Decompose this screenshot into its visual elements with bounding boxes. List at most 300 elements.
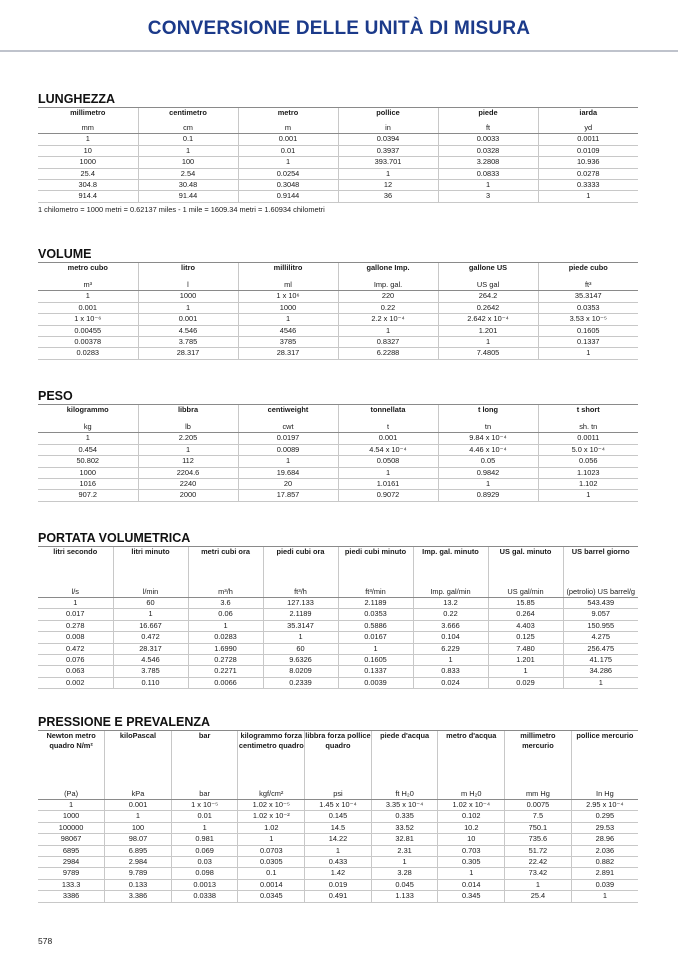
table-cell: 12 <box>338 180 438 191</box>
column-header: US barrel giorno <box>563 547 638 579</box>
table-cell: 0.0345 <box>238 891 305 902</box>
table-cell: 2240 <box>138 479 238 490</box>
table-cell: 0.22 <box>338 302 438 313</box>
column-header: piedi cubi ora <box>263 547 338 579</box>
table-cell: 1.133 <box>371 891 438 902</box>
table-cell: 1000 <box>138 291 238 302</box>
table-cell: 10.2 <box>438 822 505 833</box>
table-cell: 5.0 x 10⁻⁴ <box>538 444 638 455</box>
table-cell: 1 <box>371 857 438 868</box>
table-cell: 1.02 <box>238 822 305 833</box>
table-cell: 4.275 <box>563 632 638 643</box>
table-cell: 3.2808 <box>438 157 538 168</box>
table-cell: 100 <box>138 157 238 168</box>
table-cell: 0.3048 <box>238 180 338 191</box>
table-cell: 0.1337 <box>538 337 638 348</box>
table-cell: 0.069 <box>171 845 238 856</box>
table-cell: 0.0013 <box>171 879 238 890</box>
table-cell: 1000 <box>38 157 138 168</box>
table-row <box>38 822 638 833</box>
conversion-note: 1 chilometro = 1000 metri = 0.62137 miles - 1 mile = 1609.34 metri = 1.60934 chilometri <box>38 204 325 214</box>
table-cell: 1 <box>171 822 238 833</box>
table-cell: 256.475 <box>563 643 638 654</box>
table-cell: 7.480 <box>488 643 563 654</box>
column-unit: sh. tn <box>538 422 638 433</box>
table-cell: 9789 <box>38 868 105 879</box>
column-unit: US gal/min <box>488 578 563 598</box>
column-unit: kgf/cm² <box>238 773 305 800</box>
table-row <box>38 456 638 467</box>
table-cell: 1 <box>113 609 188 620</box>
table-cell: 1 <box>105 811 172 822</box>
table-row <box>38 598 638 609</box>
column-header: tonnellata <box>338 405 438 423</box>
table-cell: 0.014 <box>438 879 505 890</box>
table-cell: 1 <box>238 157 338 168</box>
table-cell: 1 x 10⁻⁶ <box>38 314 138 325</box>
column-unit: mm <box>38 123 138 134</box>
table-cell: 1 <box>38 598 113 609</box>
table-row <box>38 834 638 845</box>
table-row <box>38 180 638 191</box>
column-header: US gal. minuto <box>488 547 563 579</box>
table-cell: 0.0066 <box>188 677 263 688</box>
section-title: PRESSIONE E PREVALENZA <box>38 715 211 729</box>
table-cell: 1 <box>538 191 638 202</box>
conversion-table <box>38 730 638 903</box>
table-cell: 150.955 <box>563 620 638 631</box>
column-unit: mm Hg <box>505 773 572 800</box>
table-cell: 1 <box>505 879 572 890</box>
section-portata-volumetrica <box>38 531 638 689</box>
table-cell: 19.684 <box>238 467 338 478</box>
table-cell: 2.31 <box>371 845 438 856</box>
table-cell: 0.0508 <box>338 456 438 467</box>
column-header: centiweight <box>238 405 338 423</box>
table-cell: 3.35 x 10⁻⁴ <box>371 800 438 811</box>
table-cell: 0.05 <box>438 456 538 467</box>
column-header: kilogrammo forza centimetro quadro <box>238 731 305 774</box>
table-cell: 1016 <box>38 479 138 490</box>
table-cell: 0.0167 <box>338 632 413 643</box>
column-unit: Imp. gal/min <box>413 578 488 598</box>
column-header: pollice <box>338 108 438 124</box>
table-cell: 0.001 <box>105 800 172 811</box>
table-cell: 10 <box>38 145 138 156</box>
table-cell: 25.4 <box>505 891 572 902</box>
table-cell: 4.546 <box>138 325 238 336</box>
table-cell: 20 <box>238 479 338 490</box>
column-unit: psi <box>305 773 372 800</box>
table-cell: 0.0011 <box>538 134 638 145</box>
table-cell: 0.0075 <box>505 800 572 811</box>
table-cell: 1.1023 <box>538 467 638 478</box>
table-cell: 1 <box>188 620 263 631</box>
table-cell: 0.03 <box>171 857 238 868</box>
table-cell: 0.0011 <box>538 433 638 444</box>
table-cell: 60 <box>263 643 338 654</box>
column-header: metro d'acqua <box>438 731 505 774</box>
column-unit: yd <box>538 123 638 134</box>
table-row <box>38 325 638 336</box>
table-cell: 2.036 <box>571 845 638 856</box>
table-row <box>38 444 638 455</box>
table-row <box>38 868 638 879</box>
table-cell: 0.295 <box>571 811 638 822</box>
column-header: metro cubo <box>38 263 138 281</box>
table-cell: 264.2 <box>438 291 538 302</box>
table-cell: 0.433 <box>305 857 372 868</box>
table-cell: 1 <box>563 677 638 688</box>
table-cell: 0.0353 <box>338 609 413 620</box>
table-cell: 3 <box>438 191 538 202</box>
table-cell: 0.098 <box>171 868 238 879</box>
table-cell: 0.0703 <box>238 845 305 856</box>
table-cell: 0.0197 <box>238 433 338 444</box>
column-header: libbra <box>138 405 238 423</box>
section-title: PORTATA VOLUMETRICA <box>38 531 191 545</box>
table-cell: 4.46 x 10⁻⁴ <box>438 444 538 455</box>
column-unit: ft H₂0 <box>371 773 438 800</box>
table-cell: 6.229 <box>413 643 488 654</box>
table-cell: 0.2728 <box>188 655 263 666</box>
table-cell: 1 <box>413 655 488 666</box>
table-cell: 9.6326 <box>263 655 338 666</box>
table-cell: 0.00378 <box>38 337 138 348</box>
column-unit: m <box>238 123 338 134</box>
table-row <box>38 337 638 348</box>
table-cell: 1000 <box>38 811 105 822</box>
table-cell: 8.0209 <box>263 666 338 677</box>
table-cell: 0.278 <box>38 620 113 631</box>
table-cell: 2.205 <box>138 433 238 444</box>
conversion-table <box>38 404 638 502</box>
table-cell: 0.335 <box>371 811 438 822</box>
column-unit: (Pa) <box>38 773 105 800</box>
table-cell: 9.789 <box>105 868 172 879</box>
table-cell: 1 <box>38 134 138 145</box>
table-cell: 4.546 <box>113 655 188 666</box>
table-cell: 29.53 <box>571 822 638 833</box>
table-cell: 0.9072 <box>338 490 438 501</box>
table-cell: 0.0328 <box>438 145 538 156</box>
column-header: gallone US <box>438 263 538 281</box>
table-cell: 6.2288 <box>338 348 438 359</box>
table-cell: 1 <box>238 456 338 467</box>
table-cell: 6.895 <box>105 845 172 856</box>
table-cell: 1.02 x 10⁻⁵ <box>238 800 305 811</box>
table-cell: 14.22 <box>305 834 372 845</box>
table-cell: 34.286 <box>563 666 638 677</box>
table-cell: 1000 <box>238 302 338 313</box>
table-row <box>38 620 638 631</box>
conversion-table <box>38 107 638 203</box>
column-header: piede cubo <box>538 263 638 281</box>
table-cell: 0.0033 <box>438 134 538 145</box>
table-cell: 1 <box>538 490 638 501</box>
column-unit: US gal <box>438 280 538 291</box>
table-cell: 1 <box>38 800 105 811</box>
table-cell: 1 <box>538 348 638 359</box>
column-unit: Imp. gal. <box>338 280 438 291</box>
column-header: t short <box>538 405 638 423</box>
table-cell: 0.9842 <box>438 467 538 478</box>
table-cell: 1.201 <box>438 325 538 336</box>
column-header: metro <box>238 108 338 124</box>
table-cell: 0.1605 <box>538 325 638 336</box>
table-cell: 0.039 <box>571 879 638 890</box>
table-cell: 0.0109 <box>538 145 638 156</box>
table-cell: 1.02 x 10⁻² <box>238 811 305 822</box>
table-cell: 1 <box>138 145 238 156</box>
column-unit: m³ <box>38 280 138 291</box>
table-cell: 2984 <box>38 857 105 868</box>
table-cell: 98.07 <box>105 834 172 845</box>
table-cell: 3.386 <box>105 891 172 902</box>
column-unit: cwt <box>238 422 338 433</box>
section-lunghezza <box>38 92 638 214</box>
table-cell: 1 <box>238 834 305 845</box>
table-cell: 4.403 <box>488 620 563 631</box>
table-cell: 1 <box>38 433 138 444</box>
table-cell: 1 <box>305 845 372 856</box>
table-cell: 2000 <box>138 490 238 501</box>
column-unit: kg <box>38 422 138 433</box>
table-cell: 0.0833 <box>438 168 538 179</box>
table-cell: 1 <box>438 337 538 348</box>
column-header: kiloPascal <box>105 731 172 774</box>
table-cell: 1.42 <box>305 868 372 879</box>
table-cell: 0.0353 <box>538 302 638 313</box>
table-cell: 10.936 <box>538 157 638 168</box>
conversion-table <box>38 262 638 360</box>
column-unit: m³/h <box>188 578 263 598</box>
column-header: iarda <box>538 108 638 124</box>
column-header: millimetro <box>38 108 138 124</box>
table-cell: 0.264 <box>488 609 563 620</box>
table-cell: 0.01 <box>238 145 338 156</box>
table-cell: 0.8327 <box>338 337 438 348</box>
table-cell: 0.1337 <box>338 666 413 677</box>
table-cell: 100 <box>105 822 172 833</box>
table-cell: 1 x 10⁻⁵ <box>171 800 238 811</box>
table-cell: 28.317 <box>238 348 338 359</box>
table-cell: 1 <box>338 467 438 478</box>
table-cell: 2204.6 <box>138 467 238 478</box>
column-unit: bar <box>171 773 238 800</box>
table-cell: 0.045 <box>371 879 438 890</box>
section-title: PESO <box>38 389 73 403</box>
column-unit: (petrolio) US barrel/g <box>563 578 638 598</box>
table-row <box>38 348 638 359</box>
table-cell: 6895 <box>38 845 105 856</box>
table-cell: 0.017 <box>38 609 113 620</box>
column-header: Imp. gal. minuto <box>413 547 488 579</box>
table-cell: 2.1189 <box>338 598 413 609</box>
table-cell: 0.019 <box>305 879 372 890</box>
column-header: piede <box>438 108 538 124</box>
table-cell: 0.5886 <box>338 620 413 631</box>
table-cell: 0.981 <box>171 834 238 845</box>
table-cell: 0.056 <box>538 456 638 467</box>
table-cell: 1 x 10⁶ <box>238 291 338 302</box>
column-header: kilogrammo <box>38 405 138 423</box>
table-cell: 1.45 x 10⁻⁴ <box>305 800 372 811</box>
table-cell: 41.175 <box>563 655 638 666</box>
table-cell: 0.491 <box>305 891 372 902</box>
table-cell: 0.008 <box>38 632 113 643</box>
section-title: VOLUME <box>38 247 92 261</box>
column-unit: m H₂0 <box>438 773 505 800</box>
table-cell: 0.06 <box>188 609 263 620</box>
table-cell: 393.701 <box>338 157 438 168</box>
table-cell: 0.063 <box>38 666 113 677</box>
table-cell: 25.4 <box>38 168 138 179</box>
table-cell: 22.42 <box>505 857 572 868</box>
table-row <box>38 879 638 890</box>
table-cell: 0.0089 <box>238 444 338 455</box>
table-row <box>38 655 638 666</box>
table-cell: 1 <box>263 632 338 643</box>
table-cell: 0.145 <box>305 811 372 822</box>
table-cell: 0.001 <box>138 314 238 325</box>
column-header: metri cubi ora <box>188 547 263 579</box>
table-cell: 0.454 <box>38 444 138 455</box>
table-cell: 0.472 <box>113 632 188 643</box>
table-cell: 35.3147 <box>538 291 638 302</box>
column-header: millimetro mercurio <box>505 731 572 774</box>
table-cell: 0.1 <box>138 134 238 145</box>
table-row <box>38 811 638 822</box>
table-row <box>38 467 638 478</box>
table-cell: 1 <box>38 291 138 302</box>
table-cell: 50.802 <box>38 456 138 467</box>
table-cell: 112 <box>138 456 238 467</box>
table-cell: 2.95 x 10⁻⁴ <box>571 800 638 811</box>
column-unit: tn <box>438 422 538 433</box>
section-volume <box>38 247 638 360</box>
table-cell: 3785 <box>238 337 338 348</box>
table-cell: 10 <box>438 834 505 845</box>
table-cell: 0.0278 <box>538 168 638 179</box>
table-cell: 73.42 <box>505 868 572 879</box>
table-cell: 1.6990 <box>188 643 263 654</box>
table-cell: 2.984 <box>105 857 172 868</box>
table-cell: 0.133 <box>105 879 172 890</box>
table-cell: 1 <box>238 314 338 325</box>
table-row <box>38 145 638 156</box>
column-header: t long <box>438 405 538 423</box>
table-row <box>38 857 638 868</box>
table-cell: 0.8929 <box>438 490 538 501</box>
table-cell: 914.4 <box>38 191 138 202</box>
table-cell: 0.472 <box>38 643 113 654</box>
table-cell: 0.703 <box>438 845 505 856</box>
table-cell: 0.0014 <box>238 879 305 890</box>
column-header: litro <box>138 263 238 281</box>
section-title: LUNGHEZZA <box>38 92 116 106</box>
table-row <box>38 314 638 325</box>
table-cell: 0.0283 <box>38 348 138 359</box>
table-cell: 1.102 <box>538 479 638 490</box>
column-unit: l <box>138 280 238 291</box>
table-row <box>38 157 638 168</box>
table-cell: 0.0283 <box>188 632 263 643</box>
table-row <box>38 845 638 856</box>
table-cell: 0.001 <box>238 134 338 145</box>
table-cell: 1 <box>488 666 563 677</box>
table-cell: 1 <box>571 891 638 902</box>
table-cell: 0.110 <box>113 677 188 688</box>
table-cell: 133.3 <box>38 879 105 890</box>
table-cell: 1000 <box>38 467 138 478</box>
table-cell: 7.5 <box>505 811 572 822</box>
column-header: litri secondo <box>38 547 113 579</box>
column-unit: l/s <box>38 578 113 598</box>
table-cell: 0.125 <box>488 632 563 643</box>
table-cell: 35.3147 <box>263 620 338 631</box>
table-cell: 36 <box>338 191 438 202</box>
table-row <box>38 677 638 688</box>
table-cell: 4.54 x 10⁻⁴ <box>338 444 438 455</box>
table-cell: 28.317 <box>138 348 238 359</box>
table-cell: 17.857 <box>238 490 338 501</box>
column-unit: ft <box>438 123 538 134</box>
table-cell: 98067 <box>38 834 105 845</box>
column-header: gallone Imp. <box>338 263 438 281</box>
table-cell: 0.3937 <box>338 145 438 156</box>
table-cell: 32.81 <box>371 834 438 845</box>
table-row <box>38 800 638 811</box>
table-cell: 1 <box>438 868 505 879</box>
column-header: libbra forza pollice quadro <box>305 731 372 774</box>
column-unit: in <box>338 123 438 134</box>
table-row <box>38 433 638 444</box>
table-cell: 0.3333 <box>538 180 638 191</box>
table-row <box>38 134 638 145</box>
table-cell: 91.44 <box>138 191 238 202</box>
table-cell: 2.2 x 10⁻⁴ <box>338 314 438 325</box>
table-cell: 0.102 <box>438 811 505 822</box>
column-unit: l/min <box>113 578 188 598</box>
table-cell: 0.2271 <box>188 666 263 677</box>
table-row <box>38 891 638 902</box>
page-number: 578 <box>38 936 53 946</box>
table-cell: 750.1 <box>505 822 572 833</box>
table-cell: 220 <box>338 291 438 302</box>
conversion-table <box>38 546 638 689</box>
table-cell: 4546 <box>238 325 338 336</box>
table-row <box>38 291 638 302</box>
table-cell: 0.0394 <box>338 134 438 145</box>
table-cell: 7.4805 <box>438 348 538 359</box>
table-cell: 0.076 <box>38 655 113 666</box>
table-cell: 1 <box>138 444 238 455</box>
table-cell: 1 <box>138 302 238 313</box>
table-cell: 0.882 <box>571 857 638 868</box>
table-cell: 9.84 x 10⁻⁴ <box>438 433 538 444</box>
table-cell: 51.72 <box>505 845 572 856</box>
table-cell: 1 <box>438 180 538 191</box>
table-row <box>38 191 638 202</box>
table-cell: 0.0254 <box>238 168 338 179</box>
table-cell: 2.54 <box>138 168 238 179</box>
table-cell: 543.439 <box>563 598 638 609</box>
table-cell: 0.024 <box>413 677 488 688</box>
column-header: bar <box>171 731 238 774</box>
column-header: piedi cubi minuto <box>338 547 413 579</box>
column-unit: lb <box>138 422 238 433</box>
